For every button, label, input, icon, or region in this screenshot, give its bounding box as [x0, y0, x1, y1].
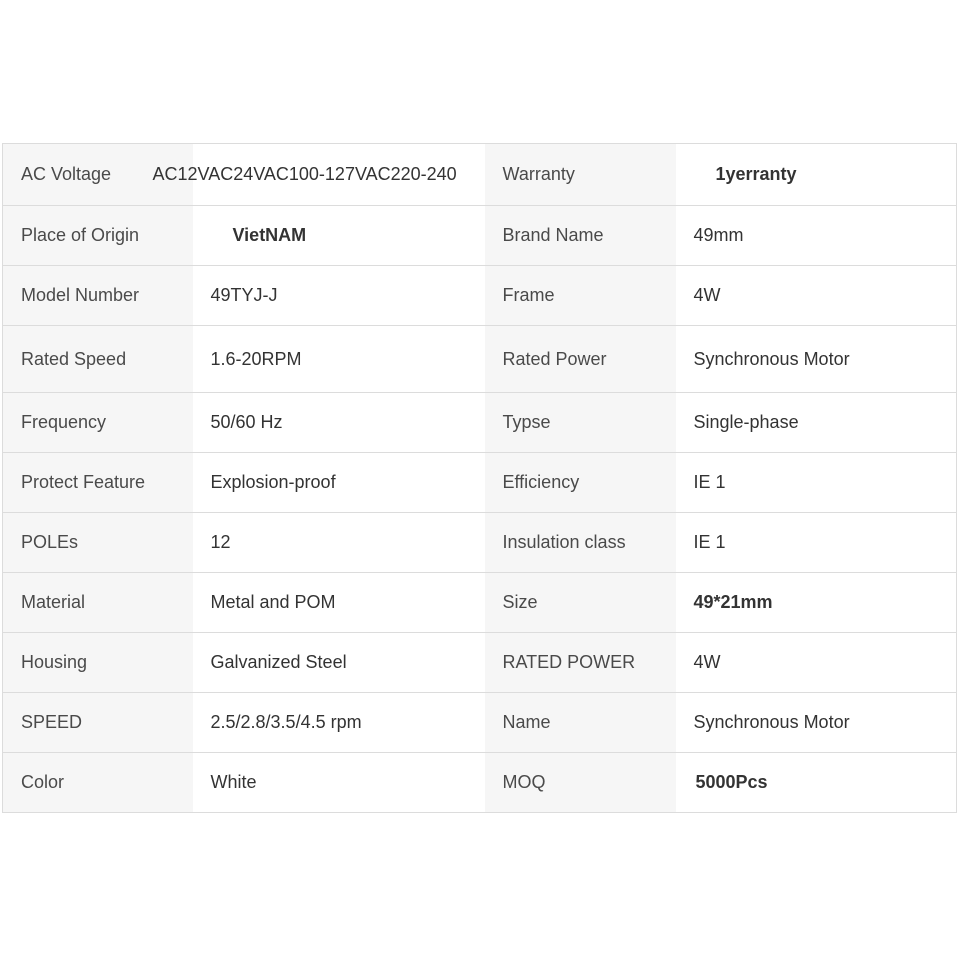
spec-value: 12 [193, 513, 485, 573]
spec-label: Housing [3, 633, 193, 693]
spec-value: 5000Pcs [676, 753, 957, 813]
table-row [3, 453, 957, 513]
spec-label: Typse [485, 393, 676, 453]
table-row [3, 513, 957, 573]
spec-label: Rated Speed [3, 326, 193, 393]
spec-table-body [3, 144, 957, 813]
spec-label: Efficiency [485, 453, 676, 513]
table-row [3, 573, 957, 633]
table-row [3, 266, 957, 326]
spec-label: Insulation class [485, 513, 676, 573]
spec-value: Synchronous Motor [676, 326, 957, 393]
spec-value: 49TYJ-J [193, 266, 485, 326]
spec-value: Single-phase [676, 393, 957, 453]
spec-value: 4W [676, 266, 957, 326]
spec-label: SPEED [3, 693, 193, 753]
spec-table [2, 143, 957, 813]
spec-value: IE 1 [676, 453, 957, 513]
spec-value: 2.5/2.8/3.5/4.5 rpm [193, 693, 485, 753]
spec-value: 4W [676, 633, 957, 693]
spec-value: 1.6-20RPM [193, 326, 485, 393]
spec-label: POLEs [3, 513, 193, 573]
spec-label: Protect Feature [3, 453, 193, 513]
table-row [3, 206, 957, 266]
spec-label: Rated Power [485, 326, 676, 393]
table-row [3, 693, 957, 753]
spec-value: VietNAM [193, 206, 485, 266]
spec-label: Model Number [3, 266, 193, 326]
spec-label: Material [3, 573, 193, 633]
spec-label: Frame [485, 266, 676, 326]
spec-label: RATED POWER [485, 633, 676, 693]
spec-value: IE 1 [676, 513, 957, 573]
table-row [3, 326, 957, 393]
spec-label: Place of Origin [3, 206, 193, 266]
spec-label: Warranty [485, 144, 676, 206]
spec-value: Explosion-proof [193, 453, 485, 513]
spec-label: MOQ [485, 753, 676, 813]
spec-value: Synchronous Motor [676, 693, 957, 753]
spec-value: White [193, 753, 485, 813]
spec-value: Metal and POM [193, 573, 485, 633]
spec-label: Brand Name [485, 206, 676, 266]
spec-value: 1yerranty [676, 144, 957, 206]
spec-value: 49*21mm [676, 573, 957, 633]
spec-value [152, 144, 485, 206]
table-row [3, 144, 957, 206]
table-row [3, 753, 957, 813]
spec-label: AC Voltage [3, 144, 193, 206]
table-row [3, 633, 957, 693]
spec-value: 49mm [676, 206, 957, 266]
spec-value-text: AC12VAC24VAC100-127VAC220-240 [152, 164, 457, 184]
table-row [3, 393, 957, 453]
spec-label: Name [485, 693, 676, 753]
spec-value: Galvanized Steel [193, 633, 485, 693]
spec-label: Color [3, 753, 193, 813]
spec-label: Frequency [3, 393, 193, 453]
spec-value: 50/60 Hz [193, 393, 485, 453]
spec-label: Size [485, 573, 676, 633]
